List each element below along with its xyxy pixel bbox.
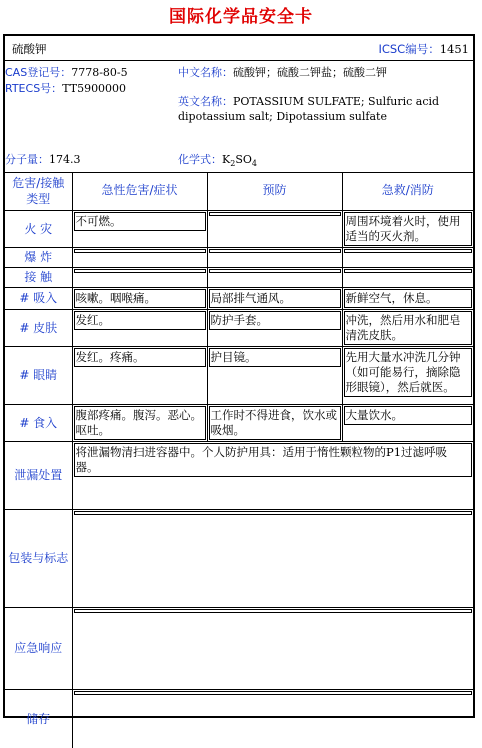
hazard-symptom: 咳嗽。咽喉痛。 (74, 289, 206, 308)
hazard-symptom-cell (72, 267, 207, 287)
section-text-packaging-cell (72, 509, 473, 607)
hazard-type: # 眼睛 (5, 346, 72, 404)
hazard-aid-cell (342, 404, 473, 441)
cas-label: CAS登记号： (5, 66, 72, 79)
en-name-row (178, 94, 470, 124)
hazard-symptom: 发红。疼痛。 (74, 348, 206, 367)
hazard-type: # 皮肤 (5, 309, 72, 346)
hazard-symptom: 腹部疼痛。腹泻。恶心。呕吐。 (74, 406, 206, 440)
hazard-prevention (209, 269, 341, 273)
hazard-row-ingestion (5, 404, 473, 441)
hazard-row-explosion (5, 247, 473, 267)
hazard-prevention-cell (207, 309, 342, 346)
hazard-symptom-cell (72, 404, 207, 441)
hazard-symptom-cell (72, 210, 207, 247)
hazard-symptom-cell (72, 247, 207, 267)
hazard-aid-cell (342, 309, 473, 346)
hazard-row-skin (5, 309, 473, 346)
hazard-type: # 吸入 (5, 287, 72, 309)
hazard-row-contact (5, 267, 473, 287)
section-spill (5, 441, 473, 509)
section-text-storage (74, 691, 473, 695)
hazard-type: 爆 炸 (5, 247, 72, 267)
hazard-symptom (74, 269, 206, 273)
hazard-symptom (74, 249, 206, 253)
hazard-aid: 冲洗，然后用水和肥皂清洗皮肤。 (344, 311, 473, 345)
cn-name-value: 硫酸钾；硫酸二钾盐；硫酸二钾 (233, 66, 387, 79)
rtecs-value: TT5900000 (62, 82, 127, 95)
hazard-symptom: 发红。 (74, 311, 206, 330)
hazard-table-header (5, 172, 473, 210)
safety-card (3, 34, 475, 726)
hazard-aid-cell (342, 346, 473, 404)
col-header-type: 危害/接触类型 (5, 172, 72, 210)
rtecs-row (5, 81, 126, 96)
hazard-prevention-cell (207, 346, 342, 404)
hazard-row-eyes (5, 346, 473, 404)
formula-value (222, 153, 257, 169)
formula-label: 化学式： (178, 153, 222, 166)
hazard-row-fire (5, 210, 473, 247)
hazard-type: # 食入 (5, 404, 72, 441)
section-text-spill: 将泄漏物清扫进容器中。个人防护用具：适用于惰性颗粒物的P1过滤呼吸器。 (74, 443, 473, 477)
hazard-prevention (209, 212, 341, 216)
col-header-symptom: 急性危害/症状 (72, 172, 207, 210)
hazard-aid (344, 249, 473, 253)
hazard-symptom: 不可燃。 (74, 212, 206, 231)
rtecs-label: RTECS号： (5, 82, 63, 95)
card-header (5, 36, 473, 61)
hazard-aid-cell (342, 267, 473, 287)
hazard-aid: 大量饮水。 (344, 406, 473, 425)
hazard-aid-cell (342, 287, 473, 309)
hazard-prevention-cell (207, 210, 342, 247)
section-packaging (5, 509, 473, 607)
hazard-type: 接 触 (5, 267, 72, 287)
hazard-prevention-cell (207, 247, 342, 267)
section-label-packaging: 包装与标志 (5, 509, 72, 607)
hazard-type: 火 灾 (5, 210, 72, 247)
hazard-symptom-cell (72, 287, 207, 309)
col-header-aid: 急救/消防 (342, 172, 473, 210)
hazard-row-inhalation (5, 287, 473, 309)
section-text-emergency (74, 609, 473, 613)
hazard-aid: 周围环境着火时，使用适当的灭火剂。 (344, 212, 473, 246)
section-text-storage-cell (72, 689, 473, 748)
mw-value: 174.3 (49, 153, 81, 166)
section-storage (5, 689, 473, 748)
section-label-storage: 储存 (5, 689, 72, 748)
hazard-prevention (209, 249, 341, 253)
chemical-name: 硫酸钾 (12, 42, 47, 56)
section-label-emergency: 应急响应 (5, 607, 72, 689)
hazard-prevention-cell (207, 267, 342, 287)
hazard-prevention-cell (207, 287, 342, 309)
icsc-value: 1451 (439, 42, 469, 56)
hazard-symptom-cell (72, 346, 207, 404)
hazard-aid (344, 269, 473, 273)
mw-row (5, 152, 81, 167)
formula-so: SO (235, 153, 252, 166)
formula-row (178, 152, 257, 171)
hazard-prevention: 护目镜。 (209, 348, 341, 367)
col-header-prevention: 预防 (207, 172, 342, 210)
section-text-packaging (74, 511, 473, 515)
en-name-label: 英文名称： (178, 95, 233, 108)
cn-name-row (178, 65, 387, 80)
icsc-number (378, 41, 469, 57)
identification-block (5, 60, 473, 173)
mw-label: 分子量： (5, 153, 49, 166)
hazard-prevention: 局部排气通风。 (209, 289, 341, 308)
hazard-prevention-cell (207, 404, 342, 441)
hazard-symptom-cell (72, 309, 207, 346)
formula-sub-1: 2 (230, 159, 236, 169)
section-emergency (5, 607, 473, 689)
section-text-spill-cell (72, 441, 473, 509)
cn-name-label: 中文名称： (178, 66, 233, 79)
hazard-prevention: 防护手套。 (209, 311, 341, 330)
section-label-spill: 泄漏处置 (5, 441, 72, 509)
card-title: 国际化学品安全卡 (169, 7, 313, 27)
hazard-aid: 新鲜空气，休息。 (344, 289, 473, 308)
hazard-table (5, 172, 473, 748)
cas-value: 7778-80-5 (71, 66, 128, 79)
hazard-aid-cell (342, 210, 473, 247)
en-name-value: POTASSIUM SULFATE; Sulfuric acid dipotassium salt; Dipotassium sulfate (178, 95, 440, 123)
formula-k: K (222, 153, 231, 166)
section-text-emergency-cell (72, 607, 473, 689)
hazard-prevention: 工作时不得进食，饮水或吸烟。 (209, 406, 341, 440)
cas-row (5, 65, 128, 80)
icsc-label: ICSC编号： (378, 42, 440, 56)
hazard-aid-cell (342, 247, 473, 267)
hazard-aid: 先用大量水冲洗几分钟（如可能易行，摘除隐形眼镜），然后就医。 (344, 348, 473, 397)
formula-sub-2: 4 (251, 159, 257, 169)
